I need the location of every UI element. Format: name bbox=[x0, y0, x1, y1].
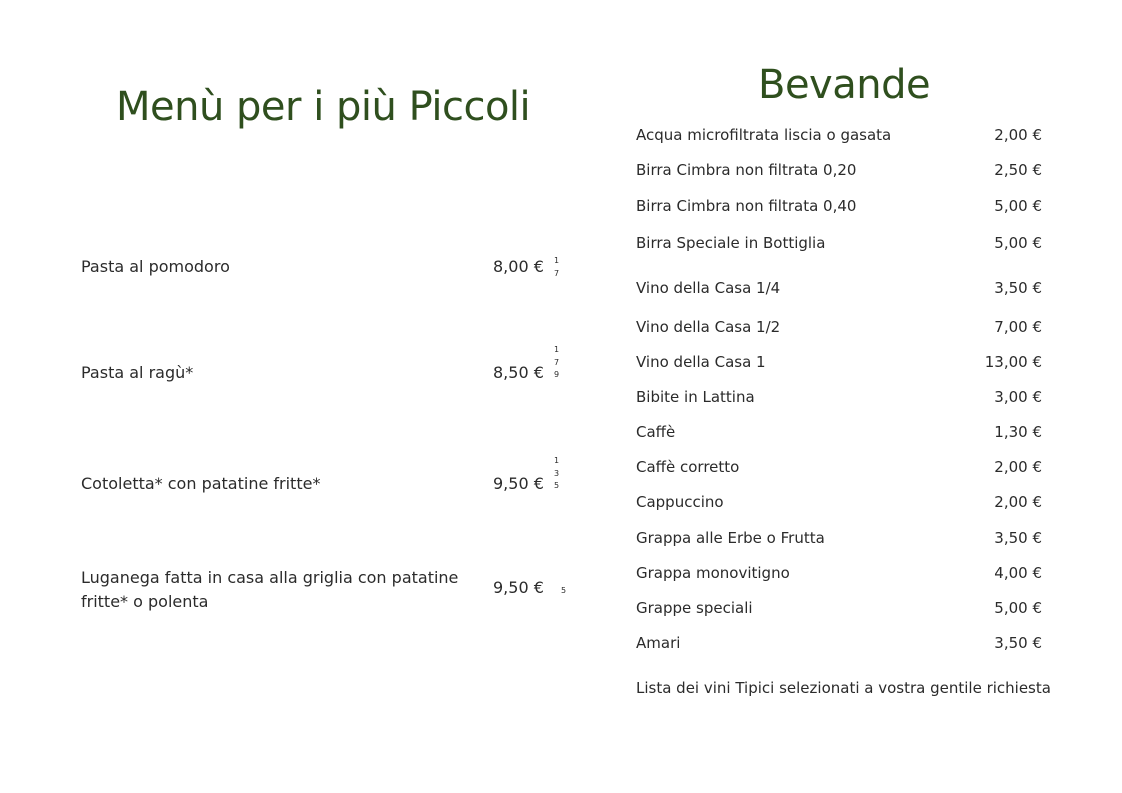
drink-name: Bibite in Lattina bbox=[636, 388, 755, 406]
drink-item bbox=[636, 634, 1042, 654]
kids-item-name: Pasta al pomodoro bbox=[81, 257, 230, 276]
drink-name: Cappuccino bbox=[636, 493, 724, 511]
drink-price: 5,00 € bbox=[994, 197, 1042, 215]
drink-price: 5,00 € bbox=[994, 234, 1042, 252]
drink-price: 2,00 € bbox=[994, 493, 1042, 511]
allergen-code: 9 bbox=[554, 370, 560, 379]
drink-item bbox=[636, 197, 1042, 217]
drinks-menu-title: Bevande bbox=[758, 62, 931, 108]
drink-name: Birra Speciale in Bottiglia bbox=[636, 234, 826, 252]
kids-item-price: 9,50 € bbox=[493, 474, 544, 493]
drink-item bbox=[636, 458, 1042, 478]
drink-price: 1,30 € bbox=[994, 423, 1042, 441]
allergen-code: 5 bbox=[561, 586, 567, 595]
drink-item bbox=[636, 318, 1042, 338]
drink-name: Vino della Casa 1 bbox=[636, 353, 766, 371]
kids-item-price: 9,50 € bbox=[493, 578, 544, 597]
drink-name: Grappe speciali bbox=[636, 599, 753, 617]
drink-name: Caffè corretto bbox=[636, 458, 740, 476]
kids-menu-item bbox=[81, 345, 581, 421]
kids-item-name: Luganega fatta in casa alla griglia con patatine fritte* o polenta bbox=[81, 568, 459, 611]
drink-item bbox=[636, 564, 1042, 584]
drink-name: Birra Cimbra non filtrata 0,40 bbox=[636, 197, 857, 215]
allergen-code: 7 bbox=[554, 268, 560, 278]
drink-name: Vino della Casa 1/4 bbox=[636, 279, 781, 297]
allergen-codes bbox=[554, 455, 559, 493]
drink-item bbox=[636, 234, 1042, 254]
kids-item-name: Cotoletta* con patatine fritte* bbox=[81, 474, 321, 493]
drink-item bbox=[636, 279, 1042, 299]
drink-item bbox=[636, 423, 1042, 443]
kids-menu-item bbox=[81, 566, 581, 626]
allergen-code: 7 bbox=[554, 357, 560, 367]
drink-item bbox=[636, 161, 1042, 181]
drink-name: Amari bbox=[636, 634, 681, 652]
drink-price: 3,50 € bbox=[994, 279, 1042, 297]
allergen-code: 1 bbox=[554, 256, 560, 265]
drink-item bbox=[636, 353, 1042, 373]
drink-name: Grappa monovitigno bbox=[636, 564, 790, 582]
drink-price: 2,00 € bbox=[994, 126, 1042, 144]
wine-list-note: Lista dei vini Tipici selezionati a vostra gentile richiesta bbox=[636, 679, 1051, 697]
drink-price: 2,00 € bbox=[994, 458, 1042, 476]
drink-price: 2,50 € bbox=[994, 161, 1042, 179]
allergen-code: 1 bbox=[554, 456, 560, 465]
drink-name: Birra Cimbra non filtrata 0,20 bbox=[636, 161, 857, 179]
drink-item bbox=[636, 493, 1042, 513]
drink-name: Vino della Casa 1/2 bbox=[636, 318, 781, 336]
kids-menu-title: Menù per i più Piccoli bbox=[116, 84, 531, 130]
drink-price: 4,00 € bbox=[994, 564, 1042, 582]
kids-item-name: Pasta al ragù* bbox=[81, 363, 194, 382]
kids-menu-item bbox=[81, 255, 581, 315]
allergen-code: 3 bbox=[554, 468, 560, 478]
drink-name: Grappa alle Erbe o Frutta bbox=[636, 529, 825, 547]
allergen-code: 1 bbox=[554, 345, 560, 354]
kids-item-price: 8,50 € bbox=[493, 363, 544, 382]
drink-price: 3,50 € bbox=[994, 634, 1042, 652]
drink-price: 3,50 € bbox=[994, 529, 1042, 547]
kids-menu-item bbox=[81, 456, 581, 532]
drink-name: Caffè bbox=[636, 423, 676, 441]
kids-item-price: 8,00 € bbox=[493, 257, 544, 276]
allergen-code: 5 bbox=[554, 481, 560, 490]
drink-item bbox=[636, 388, 1042, 408]
drink-price: 3,00 € bbox=[994, 388, 1042, 406]
allergen-codes bbox=[554, 344, 559, 382]
allergen-codes bbox=[554, 255, 559, 280]
drink-item bbox=[636, 529, 1042, 549]
drink-item bbox=[636, 599, 1042, 619]
allergen-codes bbox=[561, 585, 566, 598]
drink-name: Acqua microfiltrata liscia o gasata bbox=[636, 126, 892, 144]
drink-item bbox=[636, 126, 1042, 146]
drink-price: 13,00 € bbox=[984, 353, 1042, 371]
drink-price: 7,00 € bbox=[994, 318, 1042, 336]
drink-price: 5,00 € bbox=[994, 599, 1042, 617]
